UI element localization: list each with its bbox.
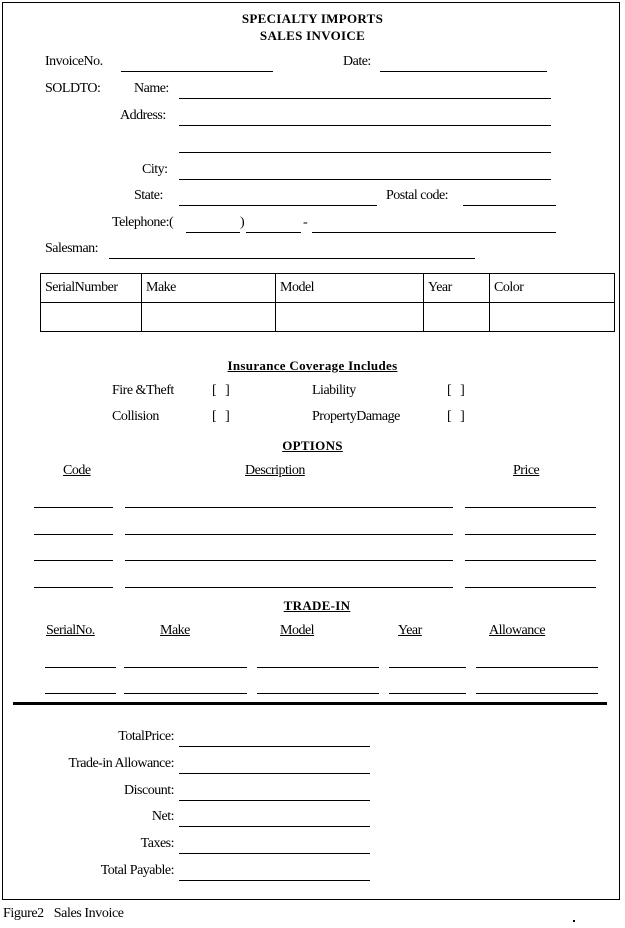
invoice-no-label: InvoiceNo. <box>45 54 103 69</box>
fire-theft-label: Fire &Theft <box>112 383 174 398</box>
salesman-field[interactable] <box>109 258 475 259</box>
liability-label: Liability <box>312 383 356 398</box>
option-description-field-1[interactable] <box>125 507 453 508</box>
trade-in-model-header: Model <box>280 623 315 638</box>
sold-to-label: SOLDTO: <box>45 81 101 96</box>
salesman-label: Salesman: <box>45 241 99 256</box>
fire-theft-checkbox[interactable]: [ ] <box>212 383 230 398</box>
collision-checkbox[interactable]: [ ] <box>212 409 230 424</box>
serial-number-cell[interactable] <box>41 303 142 332</box>
serial-number-header: SerialNumber <box>41 274 142 303</box>
figure-caption <box>3 906 124 922</box>
name-label: Name: <box>134 81 169 96</box>
telephone-number-field[interactable] <box>312 232 556 233</box>
liability-checkbox[interactable]: [ ] <box>447 383 465 398</box>
section-divider <box>13 702 607 705</box>
date-field[interactable] <box>380 71 547 72</box>
option-code-field-4[interactable] <box>34 587 113 588</box>
vehicle-table-entry-row <box>41 303 615 332</box>
trade-in-allowance-field-2[interactable] <box>476 693 598 694</box>
make-cell[interactable] <box>142 303 276 332</box>
trade-in-title: TRADE-IN <box>283 598 351 613</box>
vehicle-table-header-row <box>41 274 615 303</box>
trade-in-model-field-2[interactable] <box>257 693 379 694</box>
telephone-dash: - <box>303 215 308 230</box>
postal-code-field[interactable] <box>463 205 556 206</box>
option-description-field-3[interactable] <box>125 560 453 561</box>
discount-label: Discount: <box>124 783 174 798</box>
taxes-label: Taxes: <box>140 836 174 851</box>
option-price-field-3[interactable] <box>465 560 596 561</box>
trade-in-make-header: Make <box>160 623 190 638</box>
telephone-label: Telephone:( <box>112 215 174 230</box>
year-cell[interactable] <box>424 303 490 332</box>
city-label: City: <box>142 162 168 177</box>
color-header: Color <box>490 274 615 303</box>
year-header: Year <box>424 274 490 303</box>
telephone-area-code-field[interactable] <box>186 232 240 233</box>
option-description-field-2[interactable] <box>125 534 453 535</box>
options-description-header: Description <box>245 463 305 478</box>
postal-code-label: Postal code: <box>386 188 449 203</box>
options-price-header: Price <box>513 463 540 478</box>
invoice-no-field[interactable] <box>121 71 273 72</box>
options-code-header: Code <box>63 463 91 478</box>
property-damage-checkbox[interactable]: [ ] <box>447 409 465 424</box>
state-label: State: <box>134 188 163 203</box>
figure-number: Figure2 <box>3 906 44 921</box>
option-code-field-2[interactable] <box>34 534 113 535</box>
total-price-label: TotalPrice: <box>118 729 174 744</box>
option-price-field-1[interactable] <box>465 507 596 508</box>
option-price-field-2[interactable] <box>465 534 596 535</box>
telephone-prefix-field[interactable] <box>246 232 301 233</box>
address-field-line-2[interactable] <box>179 152 551 153</box>
net-label: Net: <box>151 809 174 824</box>
trade-in-allowance-label: Trade-in Allowance: <box>68 756 174 771</box>
form-title: SALES INVOICE <box>259 28 366 43</box>
vehicle-table <box>40 273 615 332</box>
date-label: Date: <box>343 54 371 69</box>
trade-in-allowance-header: Allowance <box>489 623 546 638</box>
total-price-field[interactable] <box>179 746 370 747</box>
trade-in-make-field-1[interactable] <box>124 667 247 668</box>
trade-in-allowance-field[interactable] <box>179 773 370 774</box>
trade-in-year-header: Year <box>398 623 422 638</box>
trade-in-serial-field-1[interactable] <box>45 667 116 668</box>
option-code-field-1[interactable] <box>34 507 113 508</box>
scan-speck <box>573 920 575 922</box>
discount-field[interactable] <box>179 800 370 801</box>
taxes-field[interactable] <box>179 853 370 854</box>
options-title: OPTIONS <box>282 438 343 453</box>
model-cell[interactable] <box>276 303 424 332</box>
trade-in-serial-field-2[interactable] <box>45 693 116 694</box>
address-field-line-1[interactable] <box>179 125 551 126</box>
option-price-field-4[interactable] <box>465 587 596 588</box>
option-code-field-3[interactable] <box>34 560 113 561</box>
net-field[interactable] <box>179 826 370 827</box>
city-field[interactable] <box>179 179 551 180</box>
company-name: SPECIALTY IMPORTS <box>241 11 384 26</box>
address-label: Address: <box>120 108 166 123</box>
figure-label: Sales Invoice <box>53 906 124 921</box>
state-field[interactable] <box>179 205 377 206</box>
make-header: Make <box>142 274 276 303</box>
trade-in-allowance-field-1[interactable] <box>476 667 598 668</box>
trade-in-make-field-2[interactable] <box>124 693 247 694</box>
model-header: Model <box>276 274 424 303</box>
collision-label: Collision <box>112 409 159 424</box>
trade-in-serial-no-header: SerialNo. <box>46 623 95 638</box>
total-payable-label: Total Payable: <box>100 863 174 878</box>
color-cell[interactable] <box>490 303 615 332</box>
trade-in-year-field-2[interactable] <box>389 693 466 694</box>
name-field[interactable] <box>179 98 551 99</box>
total-payable-field[interactable] <box>179 880 370 881</box>
telephone-paren-close: ) <box>240 215 245 230</box>
option-description-field-4[interactable] <box>125 587 453 588</box>
property-damage-label: PropertyDamage <box>312 409 400 424</box>
trade-in-year-field-1[interactable] <box>389 667 466 668</box>
trade-in-model-field-1[interactable] <box>257 667 379 668</box>
insurance-title: Insurance Coverage Includes <box>227 358 398 373</box>
